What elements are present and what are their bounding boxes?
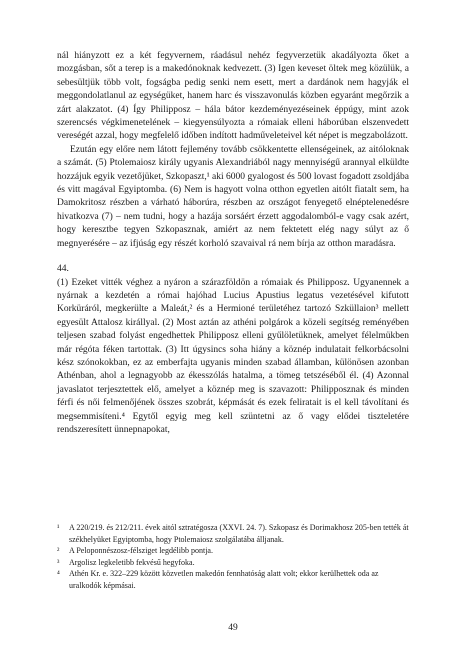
footnote-text: Argolisz legkeletibb fekvésű hegyfoka. [69,557,195,567]
footnote-number: ⁴ [57,569,60,579]
paragraph-section-44: (1) Ezeket vitték véghez a nyáron a szárazföldön a rómaiak és Philipposz. Ugyanennek a nyárnak a kezdetén a római hajóhad Lucius Apustius legatus vezetésével kifutott Korküráról, megkerülte a Maleát,² és a Hermioné területéhez tartozó Szküllaion³ mellett egyesült Attalosz királlyal. (2) Most aztán az athéni polgárok a közeli segítség reményében teljesen szabad folyást engedhettek Philipposz elleni gyűlöletüknek, amelyet félelmükben már régóta féken tartottak. (3) Itt úgysincs soha hiány a köznép indulatait felkorbácsolni kész szónokokban, ez az emberfajta ugyanis minden szabad államban, különösen azonban Athénban, ahol a legnagyobb az ékesszólás hatalma, a tömeg tetszéséből él. (4) Azonnal javaslatot terjesztettek elő, amelyet a köznép meg is szavazott: Philipposznak és minden férfi és női felmenőjének összes szobrát, képmását és ezek feliratait is el kell távolítani és megsemmisíteni.⁴ Egytől egyig meg kell szüntetni az ő vagy elődei tiszteletére rendszeresített ünnepnapokat, [57,277,409,435]
footnotes [57,522,409,592]
footnote-text: A 220/219. és 212/211. évek aitól sztratégosza (XXVI. 24. 7). Szkopasz és Dorimakhosz 205-ben tették át székhelyüket Egyiptomba, hogy Ptolemaiosz szolgálatába álljanak. [69,523,409,544]
footnote-number: ² [57,546,60,556]
footnote [57,522,409,545]
paragraph-aitolians: Ezután egy előre nem látott fejlemény tovább csökkentette ellenségeinek, az aitóloknak a számát. (5) Ptolemaiosz király ugyanis Alexandriából nagy mennyiségű arannyal elküldte hozzájuk egyik vezetőjüket, Szkopaszt,¹ aki 6000 gyalogost és 500 lovast fogadott zsoldjába és vitt magával Egyiptomba. (6) Nem is hagyott volna otthon egyetlen aitólt fiatalt sem, ha Damokritosz részben a várható háborúra, részben az országot fenyegető elnéptelenedésre hivatkozva (7) – nem tudni, hogy a hazája sorsáért érzett aggodalomból-e vagy csak azért, hogy keresztbe tegyen Szkopasznak, amiért az nem fektetett elég nagy súlyt az ő megnyerésére – az ifjúság egy részét korholó szavaival rá nem bírja az otthon maradásra. [57,144,409,249]
page-number: 49 [228,623,238,633]
footnote [57,557,409,569]
footnote-text: Athén Kr. e. 322–229 között közvetlen makedón fennhatóság alatt volt; ekkor kerülhettek oda az uralkodók képmásai. [69,569,379,590]
footnote [57,545,409,557]
footnote-text: A Peloponnészosz-félsziget legdélibb pontja. [69,546,213,556]
footnote [57,568,409,591]
main-text [57,50,409,437]
footnote-number: ¹ [57,523,60,532]
footnote-number: ³ [57,557,60,567]
section-number: 44. [57,264,69,275]
paragraph-continued: nál hiányzott ez a két fegyvernem, ráadásul nehéz fegyverzetük akadályozta őket a mozgásban, sőt a terep is a makedónoknak kedvezett. (3) Igen keveset öltek meg közülük, a sebesültjük több volt, fogságba pedig senki nem esett, mert a dardánok nem hagyják el meggondolatlanul az egységüket, hanem harc és visszavonulás közben egyaránt megőrzik a zárt alakzatot. (4) Így Philipposz – hála bátor kezdeményezéseinek éppúgy, mint azok szerencsés végkimenetelének – kiegyensúlyozta a rómaiak elleni háborúban elszenvedett vereségét azzal, hogy megfelelő időben indított hadműveleteivel két népet is megzabolázott. [57,51,409,142]
